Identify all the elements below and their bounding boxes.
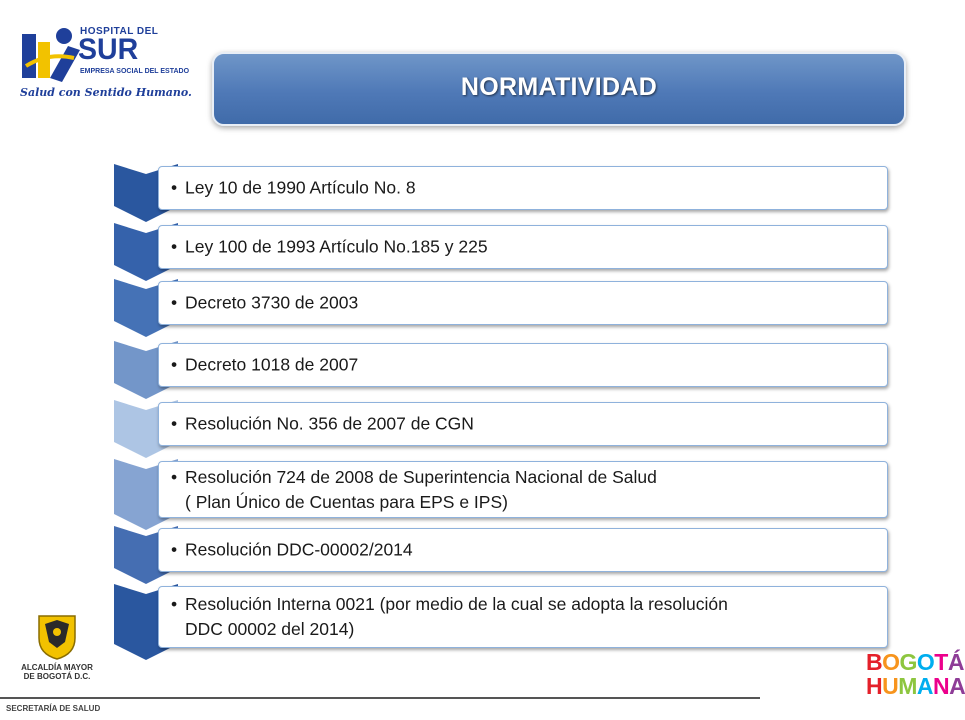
bogota-text: BOGOTÁ — [866, 649, 964, 675]
logo-hospital-label: HOSPITAL DEL — [80, 26, 159, 37]
bullet-icon: • — [171, 236, 178, 257]
alcaldia-line-2: DE BOGOTÁ D.C. — [23, 672, 91, 681]
bogota-humana-logo-top — [866, 649, 964, 675]
title-banner — [212, 52, 906, 126]
bullet-icon: • — [171, 177, 178, 198]
humana-text: HUMANA — [866, 673, 965, 699]
list-item-text — [171, 235, 488, 260]
list-item-line: Resolución 724 de 2008 de Superintencia Nacional de Salud — [185, 466, 657, 487]
bullet-icon: • — [171, 539, 178, 560]
bullet-icon: • — [171, 354, 178, 375]
bogota-coat-of-arms-icon — [35, 612, 79, 660]
list-item — [158, 586, 888, 648]
logo-slogan: Salud con Sentido Humano. — [20, 86, 192, 99]
list-item-text — [171, 465, 875, 515]
alcaldia-label — [11, 663, 103, 681]
list-item-line: Resolución DDC-00002/2014 — [185, 539, 413, 560]
list-item-text — [171, 592, 875, 642]
secretaria-label: SECRETARÍA DE SALUD — [6, 704, 101, 713]
alcaldia-line-1: ALCALDÍA MAYOR — [21, 663, 93, 672]
logo-name: SUR — [78, 33, 139, 66]
bogota-humana-logo-bottom — [866, 673, 965, 699]
list-item — [158, 461, 888, 518]
list-item-line: Resolución No. 356 de 2007 de CGN — [185, 413, 474, 434]
list-item — [158, 166, 888, 210]
list-item — [158, 343, 888, 387]
bullet-icon: • — [171, 413, 178, 434]
list-item-text — [171, 176, 416, 201]
list-item — [158, 225, 888, 269]
list-item — [158, 528, 888, 572]
list-item-line: Decreto 1018 de 2007 — [185, 354, 359, 375]
list-item-text — [171, 538, 413, 563]
bullet-icon: • — [171, 466, 178, 487]
logo-subtitle: EMPRESA SOCIAL DEL ESTADO — [80, 68, 190, 75]
list-item — [158, 281, 888, 325]
bullet-icon: • — [171, 292, 178, 313]
list-item-text — [171, 353, 359, 378]
list-item — [158, 402, 888, 446]
list-item-line: DDC 00002 del 2014) — [185, 619, 355, 639]
page-title: NORMATIVIDAD — [460, 73, 658, 101]
footer-divider — [0, 697, 760, 699]
list-item-text — [171, 291, 359, 316]
bullet-icon: • — [171, 594, 178, 614]
list-item-line: ( Plan Único de Cuentas para EPS e IPS) — [185, 491, 508, 512]
list-item-line: Ley 10 de 1990 Artículo No. 8 — [185, 177, 416, 198]
list-item-text — [171, 412, 474, 437]
list-item-line: Resolución Interna 0021 (por medio de la cual se adopta la resolución — [185, 594, 728, 614]
list-item-line: Ley 100 de 1993 Artículo No.185 y 225 — [185, 236, 488, 257]
list-item-line: Decreto 3730 de 2003 — [185, 292, 359, 313]
